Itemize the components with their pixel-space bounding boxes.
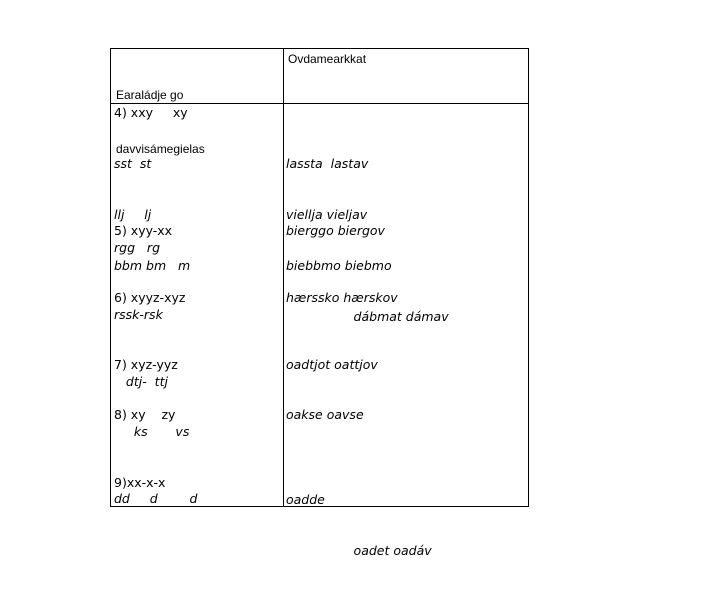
header-col1-line1: Earaládje go: [116, 88, 184, 102]
row-8-left-examples: ks vs: [114, 424, 190, 439]
column-divider: [283, 49, 284, 506]
row-4-pattern: 4) xxy xy: [114, 105, 188, 120]
row-5-left-examples: rgg rg: [114, 240, 161, 255]
header-col1-line2: davvisámegielas: [116, 142, 205, 156]
row-4-left-examples: sst st llj lj bbm bm m: [114, 156, 191, 273]
header-col2: Ovdamearkkat: [288, 52, 367, 66]
row-9-right-examples: oadde oadet oadáv: [286, 492, 432, 558]
row-5-right-examples: bierggo biergov: [286, 223, 385, 238]
row-5-pattern: 5) xyy-xx: [114, 223, 173, 238]
row-7-pattern: 7) xyz-yyz: [114, 357, 178, 372]
row-8-pattern: 8) xy zy: [114, 407, 176, 422]
row-6-right-examples: hærssko hærskov: [286, 290, 398, 305]
orthography-table: [110, 48, 529, 558]
row-9-pattern: 9)xx-x-x: [114, 475, 166, 490]
row-7-right-examples: oadtjot oattjov: [286, 357, 378, 372]
row-8-right-examples: oakse oavse: [286, 407, 364, 422]
row-6-pattern: 6) xyyz-xyz: [114, 290, 186, 305]
row-9-left-examples: dd d d: [114, 491, 198, 506]
row-6-left-examples: rssk-rsk: [114, 307, 163, 322]
row-4-right-examples: lassta lastav viellja vieljav biebbmo biebmo dábmat dámav: [286, 156, 449, 324]
row-7-left-examples: dtj- ttj: [114, 374, 168, 389]
